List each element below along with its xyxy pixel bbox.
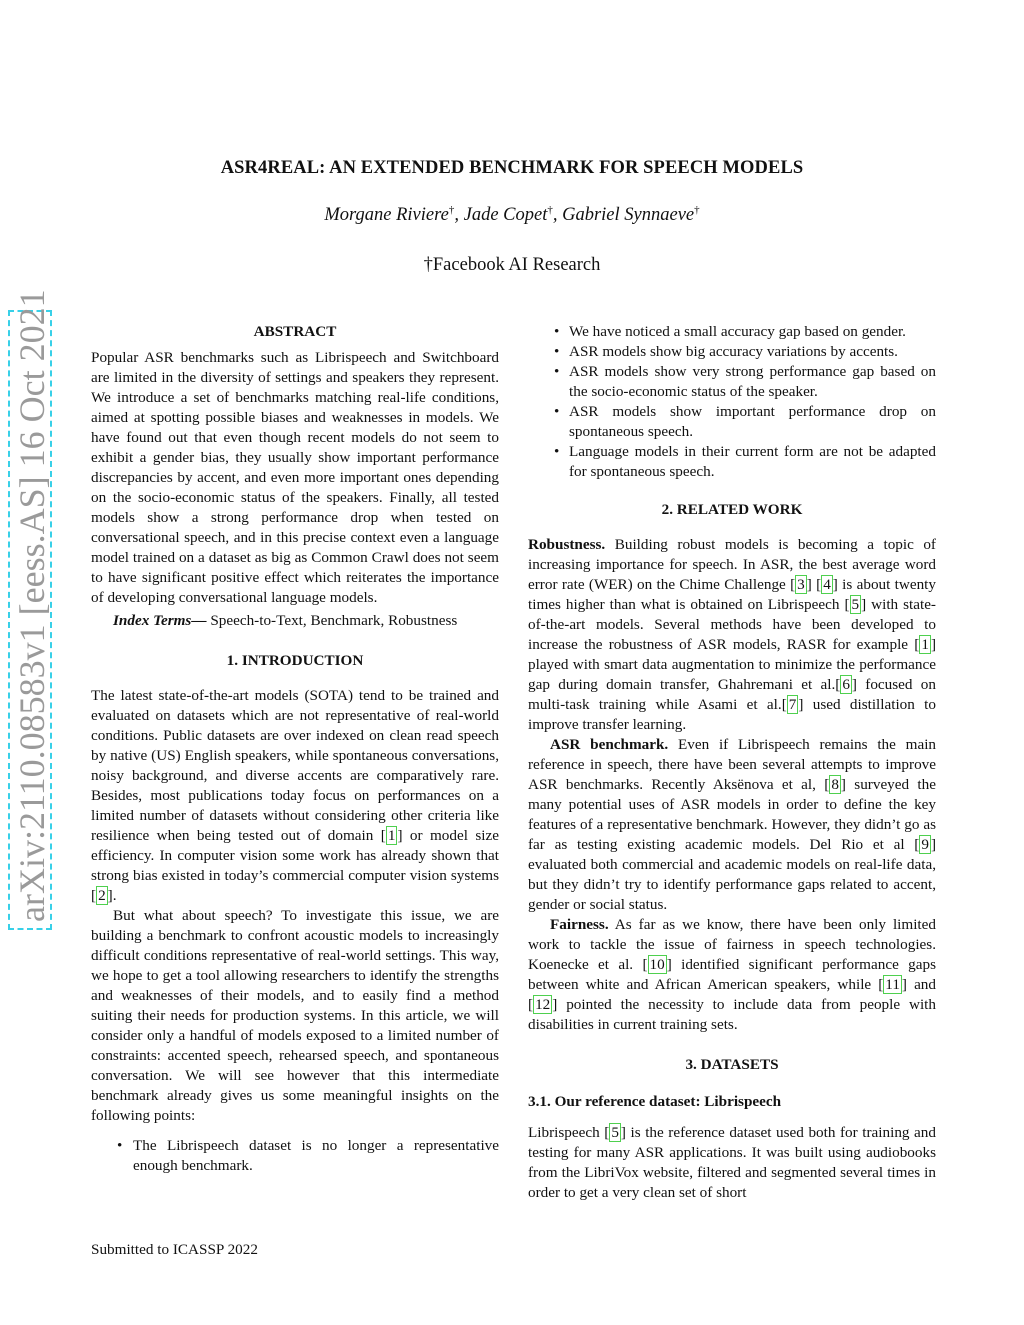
bullet-glyph: •	[117, 1137, 123, 1154]
index-terms	[91, 611, 499, 631]
author-list	[0, 204, 1024, 226]
bullet-glyph: •	[554, 363, 560, 380]
list-item-text: ASR models show very strong performance gap based on the socio-economic status of the speaker.	[569, 363, 936, 400]
bullet-glyph: •	[554, 403, 560, 420]
index-terms-values: Speech-to-Text, Benchmark, Robustness	[206, 612, 458, 629]
paragraph-text: evaluated both commercial and academic models on real-life data, but they didn’t try to identify performance gaps related to accent, gender or social status.	[528, 856, 936, 913]
author-name: Gabriel Synnaeve	[562, 205, 695, 225]
author-name: Jade Copet	[463, 205, 548, 225]
paragraph-text: focused on multi-task training while Asami et al.	[528, 676, 936, 713]
list-item-text: Language models in their current form are not be adapted for spontaneous speech.	[569, 443, 936, 480]
paragraph-text: played with smart data augmentation to minimize the performance gap during domain transfer, Ghahremani et al.	[528, 656, 936, 693]
related-work-heading: 2. RELATED WORK	[661, 501, 803, 518]
author-separator: ,	[552, 205, 563, 225]
paper-title: ASR4REAL: AN EXTENDED BENCHMARK FOR SPEECH MODELS	[220, 158, 804, 178]
paragraph-text: Librispeech	[528, 1124, 605, 1141]
abstract-text: Popular ASR benchmarks such as Librispeech and Switchboard are limited in the diversity of settings and speakers they represent. We introduce a set of benchmarks matching real-life conditions, aimed at spotting possible biases and weaknesses in models. We have found out that even though recent models do not seem to exhibit a gender bias, they usually show important performance discrepancies by accent, and even more important ones depending on the socio-economic status of the speakers. Finally, all tested models show a strong performance drop when tested on conversational speech, and in this precise context even a language model trained on a dataset as big as Common Crawl does not seem to have significant positive effect which reiterates the importance of developing conversational language models.	[91, 349, 499, 606]
paragraph-text: and	[906, 976, 936, 993]
index-terms-label: Index Terms—	[113, 612, 207, 629]
list-item-text: ASR models show big accuracy variations by accents.	[569, 343, 898, 360]
list-item	[528, 402, 936, 442]
paragraph-text: used distillation to improve transfer learning.	[528, 696, 936, 733]
affiliation-mark: †	[448, 204, 455, 216]
intro-paragraph-2: But what about speech? To investigate this issue, we are building a benchmark to confront acoustic models to increasingly difficult conditions representative of real-world settings. This way, we hope to get a tool allowing researchers to identify the strengths and weaknesses of their models, and to easily find a method suiting their needs for production systems. In this article, we will consider only a handful of models exposed to a limited number of constraints: accented speech, rehearsed speech, and spontaneous conversation. We will see however that this intermediate benchmark already gives us some meaningful insights on the following points:	[91, 907, 499, 1124]
list-item-text: We have noticed a small accuracy gap based on gender.	[569, 323, 906, 340]
paragraph-text: is about twenty times higher than what is obtained on Librispeech	[528, 576, 936, 613]
list-item-text: ASR models show important performance drop on spontaneous speech.	[569, 403, 936, 440]
paragraph-text: is the reference dataset used both for training and testing for many ASR applications. It was built using audiobooks from the LibriVox website, filtered and segmented several times in order to get a very clean set of short	[528, 1124, 936, 1201]
fairness-label: Fairness.	[550, 916, 609, 933]
list-item	[528, 442, 936, 482]
citation-link[interactable]: 4	[823, 576, 831, 593]
findings-bullet-list	[528, 322, 936, 482]
bullet-glyph: •	[554, 443, 560, 460]
citation-link[interactable]: 2	[98, 887, 106, 904]
intro-text: The latest state-of-the-art models (SOTA) tend to be trained and evaluated on datasets which are not representative of real-world conditions. Public datasets are over indexed on clean read speech by native (US) English speakers, while spontaneous conversations, noisy background, and diverse accents are comparatively rare. Besides, most publications today focus on performances on a limited number of datasets without considering other criteria like resilience when being tested out of domain	[91, 687, 499, 844]
asr-benchmark-paragraph: ASR benchmark. Even if Librispeech remains the main reference in speech, there have been several attempts to improve ASR benchmarks. Recently Aksënova et al, [ 8 ] surveyed the many potential uses of ASR models in order to define the key features of a representative benchmark. However, they didn’t go as far as testing existing academic models. Del Rio et al [ 9 ] evaluated both commercial and academic models on real-life data, but they didn’t try to identify performance gaps related to accent, gender or social status.	[528, 736, 937, 913]
citation-link[interactable]: 10	[649, 956, 665, 973]
fairness-paragraph: Fairness. As far as we know, there have been only limited work to tackle the issue of fairness in speech technologies. Koenecke et al. [ 10 ] identified significant performance gaps between white and African American speakers, while [ 11 ] and [ 12 ] pointed the necessity to include data from people with disabilities in current training sets.	[528, 916, 936, 1033]
paragraph-text: As far as we know, there have been only limited work to tackle the issue of fairness in speech technologies. Koenecke et al.	[528, 916, 936, 973]
citation-link[interactable]: 5	[611, 1124, 619, 1141]
citation-link[interactable]: 5	[851, 596, 860, 613]
librispeech-paragraph: Librispeech [ 5 ] is the reference dataset used both for training and testing for many ASR applications. It was built using audiobooks from the LibriVox website, filtered and segmented several times in order to get a very clean set of short	[528, 1124, 936, 1201]
paragraph-text: with state-of-the-art models. Several methods have been developed to increase the robustness of ASR models, RASR for example	[528, 596, 936, 653]
citation-link[interactable]: 8	[831, 776, 839, 793]
paragraph-text: pointed the necessity to include data from people with disabilities in current training sets.	[528, 996, 936, 1033]
intro-bullet-list	[91, 1136, 499, 1176]
list-item-text: The Librispeech dataset is no longer a representative enough benchmark.	[133, 1137, 499, 1174]
author-separator: ,	[454, 205, 464, 225]
arxiv-identifier-link[interactable]: arXiv:2110.08583v1 [eess.AS] 16 Oct 2021	[8, 310, 52, 930]
right-column	[528, 322, 936, 1203]
list-item	[91, 1136, 499, 1176]
introduction-heading: 1. INTRODUCTION	[226, 652, 364, 669]
bullet-glyph: •	[554, 323, 560, 340]
asr-benchmark-label: ASR benchmark.	[550, 736, 669, 753]
paragraph-text	[812, 576, 816, 593]
paragraph-text: Even if Librispeech remains the main reference in speech, there have been several attempts to improve ASR benchmarks. Recently Aksënova et al,	[528, 736, 937, 793]
affiliation: †Facebook AI Research	[423, 255, 601, 275]
citation-link[interactable]: 12	[535, 996, 551, 1013]
intro-text: .	[112, 887, 117, 904]
submission-footer: Submitted to ICASSP 2022	[91, 1241, 258, 1258]
citation-link[interactable]: 3	[797, 576, 805, 593]
paragraph-text: Building robust models is becoming a topic of increasing importance for speech. In ASR, the best average word error rate (WER) on the Chime Challenge	[528, 536, 936, 593]
paragraph-text: identified significant performance gaps between white and African American speakers, while	[528, 956, 936, 993]
list-item	[528, 362, 936, 402]
list-item	[528, 342, 936, 362]
datasets-heading: 3. DATASETS	[685, 1056, 779, 1073]
intro-text: or model size efficiency. In computer vision some work has already shown that strong bias existed in today’s commercial computer vision systems	[91, 827, 499, 884]
abstract-heading: ABSTRACT	[253, 323, 337, 340]
list-item	[528, 322, 936, 342]
citation-link[interactable]: 11	[885, 976, 900, 993]
paragraph-text: surveyed the many potential uses of ASR models in order to define the key features of a representative benchmark. However, they didn’t go as far as testing existing academic models. Del Rio et al	[528, 776, 936, 853]
left-column	[91, 322, 499, 1176]
citation-link[interactable]: 7	[788, 696, 797, 713]
robustness-label: Robustness.	[528, 536, 606, 553]
citation-link[interactable]: 9	[921, 836, 929, 853]
citation-link[interactable]: 1	[921, 636, 929, 653]
bullet-glyph: •	[554, 343, 560, 360]
affiliation-mark: †	[547, 204, 553, 216]
intro-paragraph-1: The latest state-of-the-art models (SOTA) tend to be trained and evaluated on datasets which are not representative of real-world conditions. Public datasets are over indexed on clean read speech by native (US) English speakers, while spontaneous conversations, noisy background, and diverse accents are comparatively rare. Besides, most publications today focus on performances on a limited number of datasets without considering other criteria like resilience when being tested out of domain [ 1 ] or model size efficiency. In computer vision some work has already shown that strong bias existed in today’s commercial computer vision systems [ 2 ].	[91, 687, 499, 904]
citation-link[interactable]: 6	[842, 676, 850, 693]
librispeech-subheading: 3.1. Our reference dataset: Librispeech	[528, 1093, 782, 1110]
robustness-paragraph: Robustness. Building robust models is becoming a topic of increasing importance for speech. In ASR, the best average word error rate (WER) on the Chime Challenge [ 3 ] [ 4 ] is about twenty times higher than what is obtained on Librispeech [ 5 ] with state-of-the-art models. Several methods have been developed to increase the robustness of ASR models, RASR for example [ 1 ] played with smart data augmentation to minimize the performance gap during domain transfer, Ghahremani et al.[ 6 ] focused on multi-task training while Asami et al.[ 7 ] used distillation to improve transfer learning.	[528, 536, 936, 733]
author-name: Morgane Riviere	[324, 205, 449, 225]
citation-link[interactable]: 1	[387, 827, 396, 844]
affiliation-mark: †	[694, 204, 700, 216]
